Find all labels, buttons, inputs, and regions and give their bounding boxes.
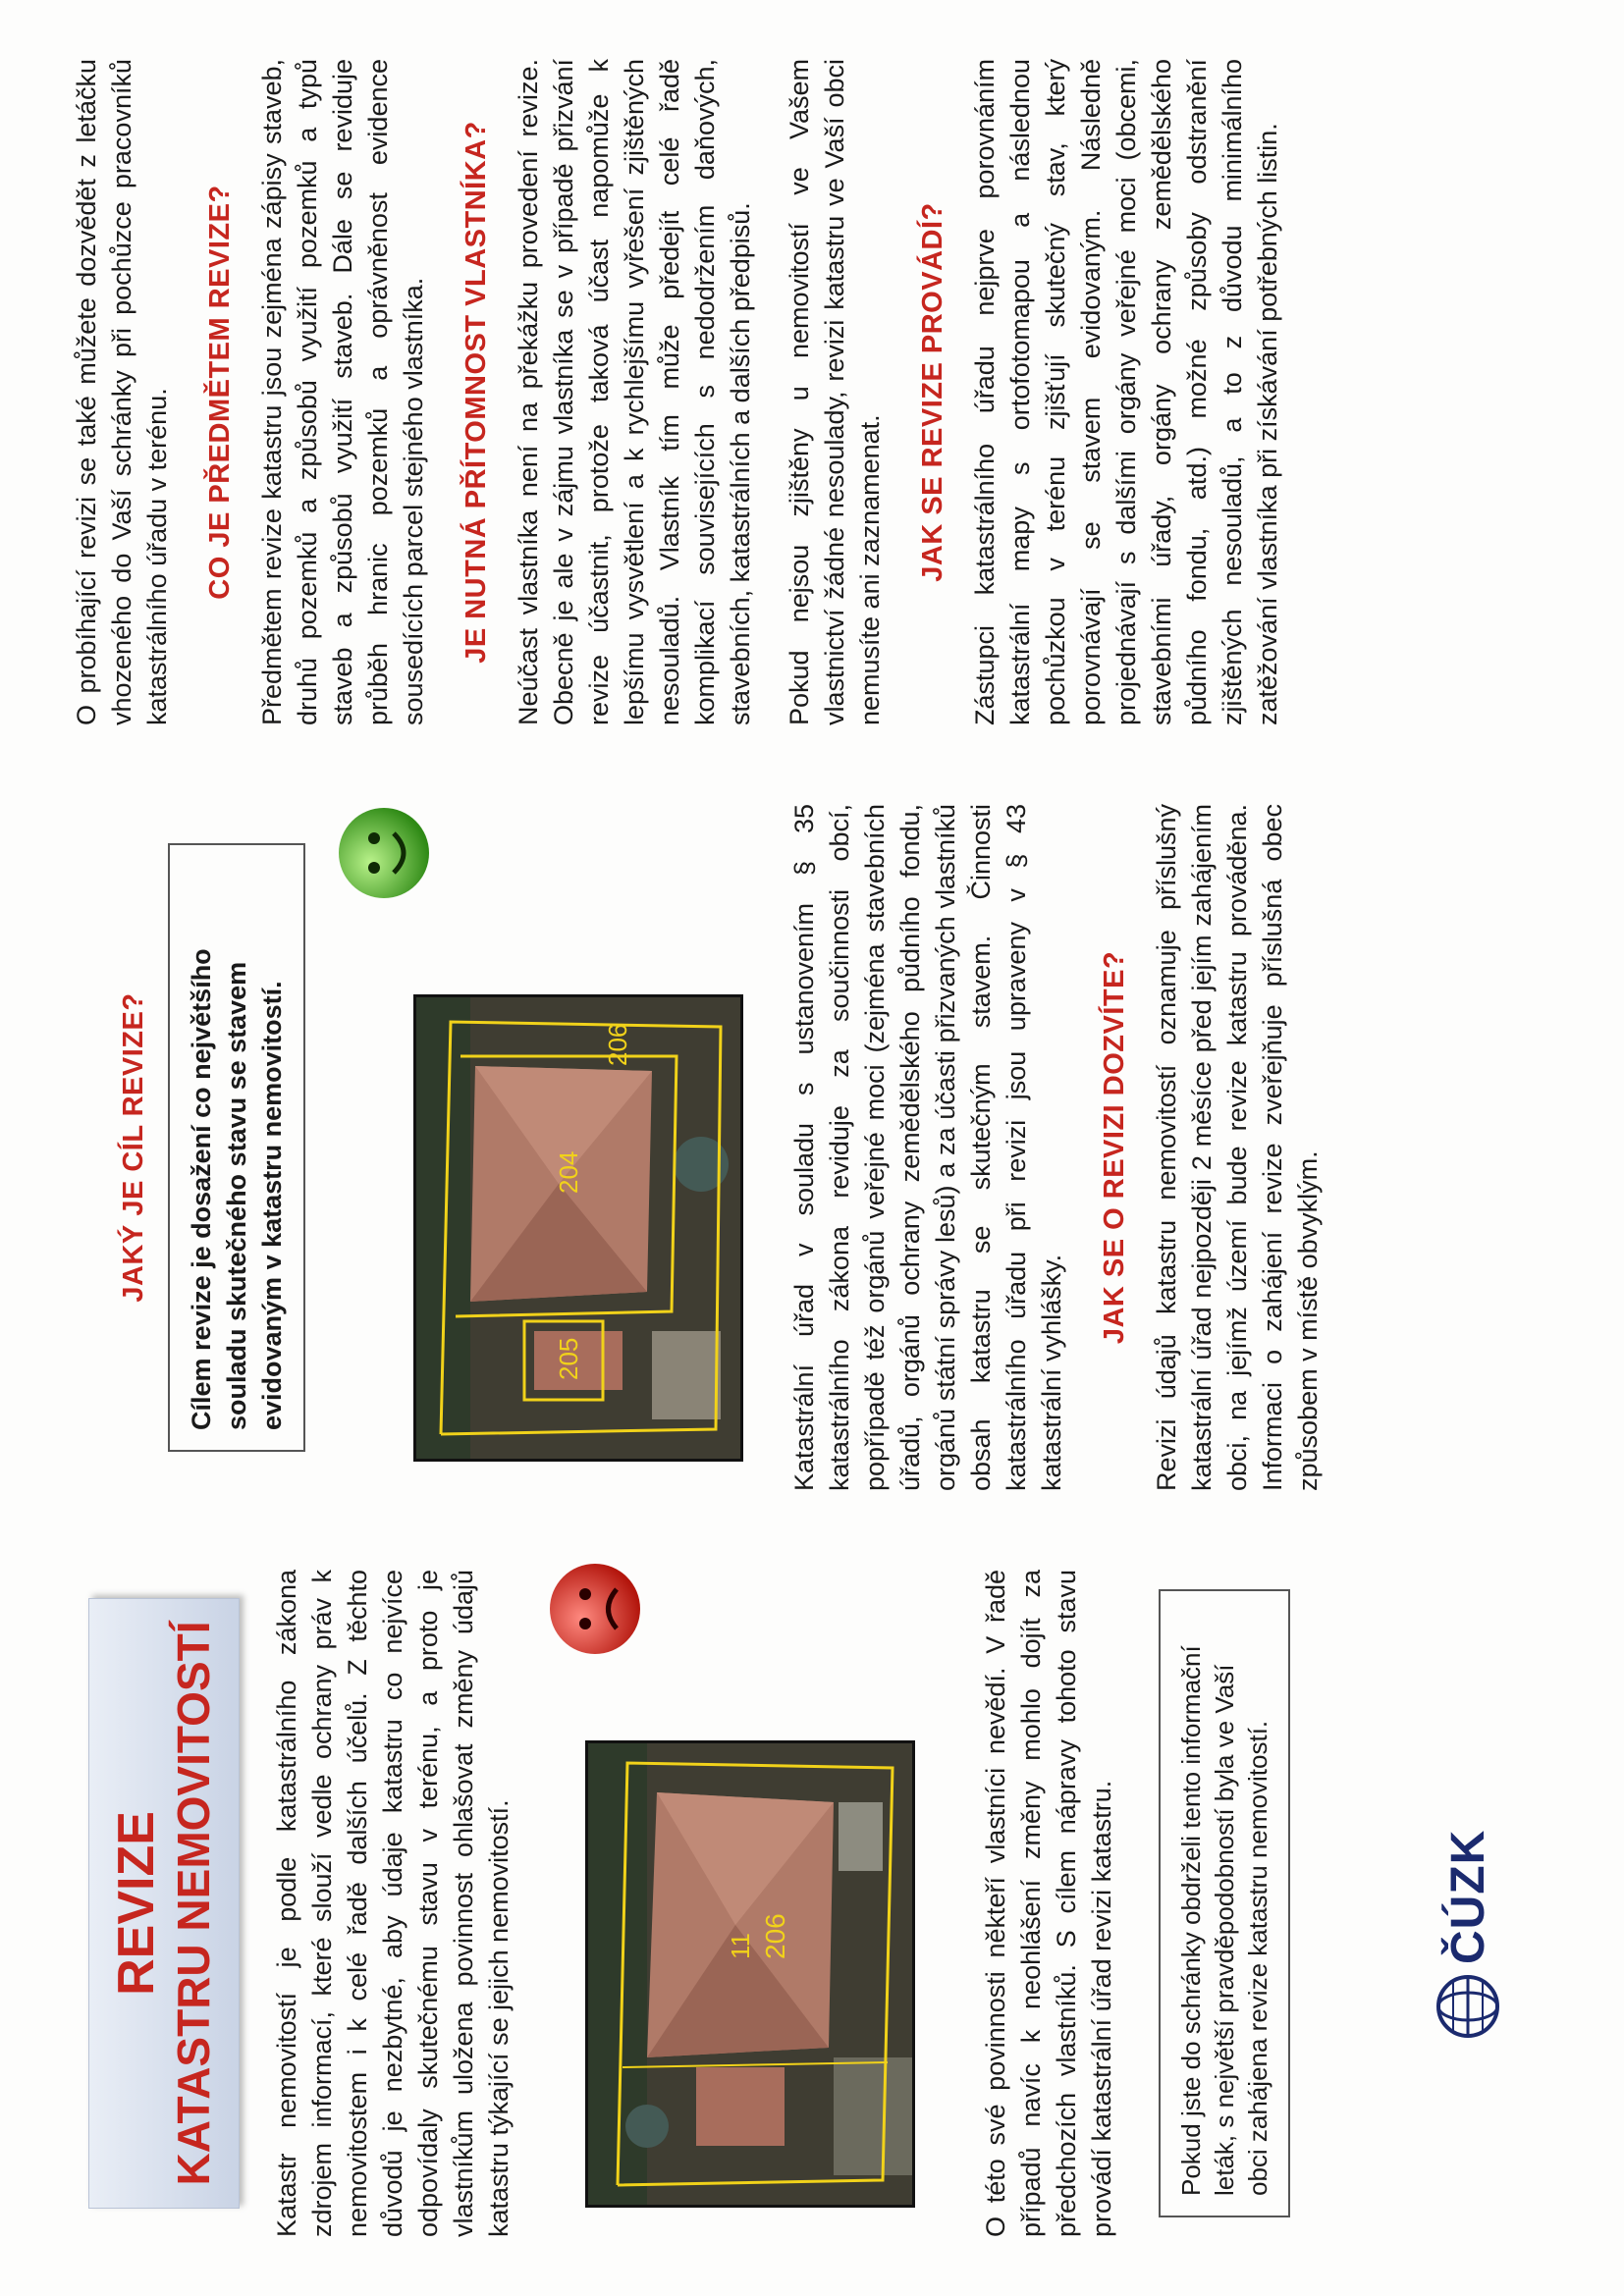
title-box (88, 1598, 240, 2209)
intro-paragraph: O probíhající revizi se také můžete dozvědět z letáčku vhozeného do Vaší schránky při pochůzce pracovníků katastrálního úřadu v terénu. (72, 59, 172, 725)
aerial-photo-before (585, 1740, 915, 2208)
learn-paragraph: Revizi údajů katastru nemovitostí oznamuje příslušný katastrální úřad nejpozději 2 měsíce před jejím zahájením obci, na jejímž území bude revize katastru prováděna. Informaci o zahájení revize zveřejňuje příslušná obec způsobem v místě obvyklým. (1152, 804, 1323, 1491)
parcel-label: 205 (554, 1337, 583, 1380)
after-photo-paragraph: O této své povinnosti někteří vlastníci nevědí. V řadě případů navíc k neohlášení změny mohlo dojít za předchozích vlastníků. S cílem nápravy tohoto stavu provádí katastrální úřad revizi katastru. (981, 1570, 1116, 2237)
parcel-label: 206 (760, 1913, 790, 1959)
parcel-label: 206 (603, 1023, 632, 1066)
parcel-label: 204 (554, 1150, 583, 1194)
sad-face-icon (546, 1560, 649, 1658)
title-line-1: REVIZE (108, 1811, 165, 1996)
after-photo-paragraph: Katastrální úřad v souladu s ustanovením § 35 katastrálního zákona reviduje za součinnosti obcí, popřípadě též orgánů veřejné moci (zejména stavebních úřadů, orgánů ochrany zemědělského půdního fondu, orgánů státní správy lesů) a za účasti přizvaných vlastníků obsah katastru se skutečným stavem. Činnosti katastrálního úřadu při revizi jsou upraveny v § 43 katastrální vyhlášky. (789, 804, 1066, 1491)
presence-paragraph: Neúčast vlastníka není na překážku provedení revize. Obecně je ale v zájmu vlastníka se v případě přizvání revize účastnit, protože taková účast napomůže k lepšímu vysvětlení a k rychlejšímu vyřešení zjištěných nesouladů. Vlastník tím může předejít celé řadě komplikací souvisejících s nedodržením daňových, stavebních, katastrálních a dalších předpisů. (514, 59, 755, 725)
panel-right (0, 0, 1624, 765)
subject-paragraph: Předmětem revize katastru jsou zejména zápisy staveb, druhů pozemků a způsobů využití pozemků a typů staveb a způsobů využití staveb. Dále se reviduje průběh hranic pozemků a oprávněnost evidence sousedících parcel stejného vlastníka. (257, 59, 428, 725)
heading-learn: JAK SE O REVIZI DOZVÍTE? (1099, 950, 1130, 1345)
panel-middle (0, 765, 1624, 1530)
aerial-photo-after (413, 994, 743, 1462)
heading-how: JAK SE REVIZE PROVÁDÍ? (917, 202, 948, 582)
notice-box: Pokud jste do schránky obdrželi tento informační leták, s největší pravděpodobností byla ve Vaší obci zahájena revize katastru nemovitostí. (1159, 1589, 1290, 2217)
logo-text: ČÚZK (1441, 1829, 1494, 1964)
no-issues-paragraph: Pokud nejsou zjištěny u nemovitostí ve Vašem vlastnictví žádné nesoulady, revizi katastru ve Vaší obci nemusíte ani zaznamenat. (785, 59, 885, 725)
globe-icon (1434, 1972, 1502, 2041)
heading-subject: CO JE PŘEDMĚTEM REVIZE? (204, 185, 236, 600)
heading-goal: JAKÝ JE CÍL REVIZE? (118, 992, 149, 1303)
parcel-label: 11 (726, 1933, 755, 1959)
intro-paragraph: Katastr nemovitostí je podle katastrálního zákona zdrojem informací, které slouží vedle ochrany práv k nemovitostem i k celé řadě dalších účelů. Z těchto důvodů je nezbytné, aby údaje katastru co nejvíce odpovídaly skutečnému stavu v terénu, a proto je vlastníkům uložena povinnost ohlašovat změny údajů katastru týkající se jejich nemovitostí. (272, 1570, 514, 2237)
title-line-2: KATASTRU NEMOVITOSTÍ (168, 1621, 219, 2186)
how-paragraph: Zástupci katastrálního úřadu nejprve porovnáním katastrální mapy s ortofotomapou a následnou pochůzkou v terénu zjišťují skutečný stav, který porovnávají se stavem evidovaným. Následně projednávají s dalšími orgány veřejné moci (obcemi, stavebními úřady, orgány ochrany zemědělského půdního fondu, atd.) možné způsoby odstranění zjištěných nesouladů, a to z důvodu minimálního zatěžování vlastníka při získávání potřebných listin. (970, 59, 1282, 725)
cuzk-logo (1434, 1830, 1502, 2041)
happy-face-icon (335, 804, 438, 902)
panel-left (0, 1530, 1624, 2296)
heading-presence: JE NUTNÁ PŘÍTOMNOST VLASTNÍKA? (460, 121, 492, 664)
goal-box: Cílem revize je dosažení co největšího souladu skutečného stavu se stavem evidovaným v katastru nemovitostí. (168, 843, 305, 1452)
